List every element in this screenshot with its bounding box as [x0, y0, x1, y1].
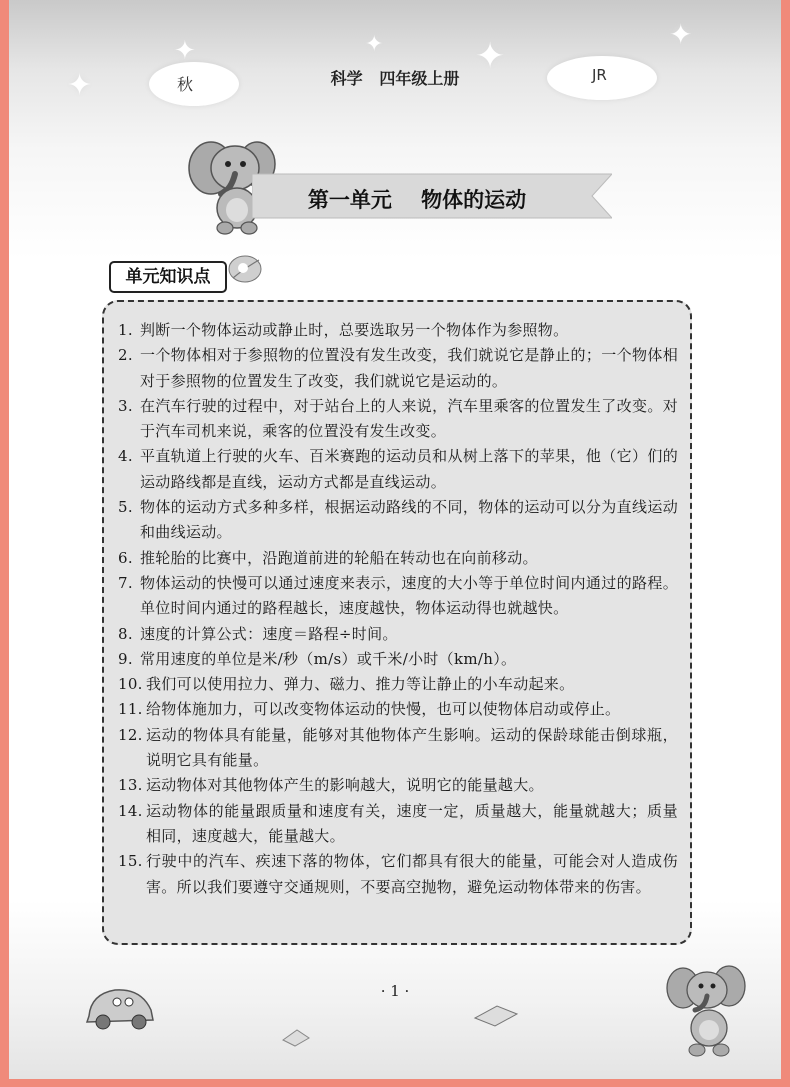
item-number: 5. [118, 498, 133, 517]
item-text: 运动的物体具有能量，能够对其他物体产生影响。运动的保龄球能击倒球瓶，说明它具有能量。 [146, 725, 678, 770]
knowledge-item [118, 318, 678, 343]
knowledge-item [118, 849, 678, 900]
knowledge-item [118, 799, 678, 850]
knowledge-item [118, 723, 678, 774]
page-number: · 1 · [380, 982, 410, 1000]
knowledge-item [118, 773, 678, 798]
knowledge-list [118, 318, 678, 900]
item-number: 8. [118, 624, 133, 643]
item-text: 运动物体对其他物体产生的影响越大，说明它的能量越大。 [146, 776, 544, 795]
knowledge-item [118, 394, 678, 445]
item-text: 平直轨道上行驶的火车、百米赛跑的运动员和从树上落下的苹果，他（它）们的运动路线都是直线，运动方式都是直线运动。 [140, 447, 678, 491]
item-text: 行驶中的汽车、疾速下落的物体，它们都具有很大的能量，可能会对人造成伤害。所以我们要遵守交通规则，不要高空抛物，避免运动物体带来的伤害。 [146, 852, 678, 896]
item-number: 3. [118, 396, 133, 415]
item-text: 我们可以使用拉力、弹力、磁力、推力等让静止的小车动起来。 [146, 675, 575, 694]
item-number: 14. [118, 801, 143, 820]
item-number: 6. [118, 548, 133, 567]
item-text: 一个物体相对于参照物的位置没有发生改变，我们就说它是静止的；一个物体相对于参照物的位置发生了改变，我们就说它是运动的。 [140, 346, 678, 390]
item-number: 12. [118, 725, 143, 744]
item-number: 4. [118, 447, 133, 466]
knowledge-item [118, 546, 678, 571]
item-number: 11. [118, 700, 143, 719]
knowledge-item [118, 495, 678, 546]
knowledge-item [118, 647, 678, 672]
knowledge-item [118, 622, 678, 647]
item-number: 15. [118, 852, 143, 871]
knowledge-item [118, 343, 678, 394]
elephant-mascot-icon [665, 958, 751, 1062]
item-number: 1. [118, 321, 133, 339]
sparkle-icon: ✦ [365, 32, 384, 57]
knowledge-item [118, 697, 678, 722]
header-right-label: JR [592, 66, 607, 84]
item-text: 物体的运动方式多种多样，根据运动路线的不同，物体的运动可以分为直线运动和曲线运动。 [140, 498, 678, 542]
item-number: 13. [118, 776, 143, 795]
item-number: 9. [118, 649, 133, 668]
item-text: 推轮胎的比赛中，沿跑道前进的轮船在转动也在向前移动。 [140, 548, 538, 567]
sparkle-icon: ✦ [669, 18, 693, 51]
paper-icon [281, 1028, 311, 1048]
book-title: 科学 四年级上册 [330, 69, 460, 88]
item-text: 给物体施加力，可以改变物体运动的快慢，也可以使物体启动或停止。 [146, 700, 621, 719]
sparkle-icon: ✦ [475, 36, 506, 77]
book-icon [471, 1000, 521, 1030]
item-text: 判断一个物体运动或静止时，总要选取另一个物体作为参照物。 [140, 321, 569, 339]
header-left-label: 秋 [177, 75, 194, 94]
item-number: 10. [118, 675, 143, 694]
item-text: 速度的计算公式：速度＝路程÷时间。 [140, 624, 398, 643]
item-text: 运动物体的能量跟质量和速度有关，速度一定，质量越大，能量就越大；质量相同，速度越大，能量越大。 [146, 801, 678, 845]
item-text: 常用速度的单位是米/秒（m/s）或千米/小时（km/h）。 [140, 649, 517, 668]
knowledge-item [118, 444, 678, 495]
leaf-decoration-icon [225, 252, 265, 286]
sparkle-icon: ✦ [67, 68, 93, 103]
section-label: 单元知识点 [109, 261, 227, 293]
item-text: 物体运动的快慢可以通过速度来表示，速度的大小等于单位时间内通过的路程。单位时间内通过的路程越长，速度越快，物体运动得也就越快。 [140, 573, 678, 618]
item-number: 2. [118, 346, 133, 365]
knowledge-item [118, 571, 678, 622]
page [9, 0, 781, 1079]
knowledge-item [118, 672, 678, 697]
sparkle-icon: ✦ [174, 36, 196, 66]
item-number: 7. [118, 573, 133, 592]
item-text: 在汽车行驶的过程中，对于站台上的人来说，汽车里乘客的位置发生了改变。对于汽车司机来说，乘客的位置没有发生改变。 [140, 396, 678, 441]
unit-title: 第一单元 物体的运动 [307, 187, 527, 212]
